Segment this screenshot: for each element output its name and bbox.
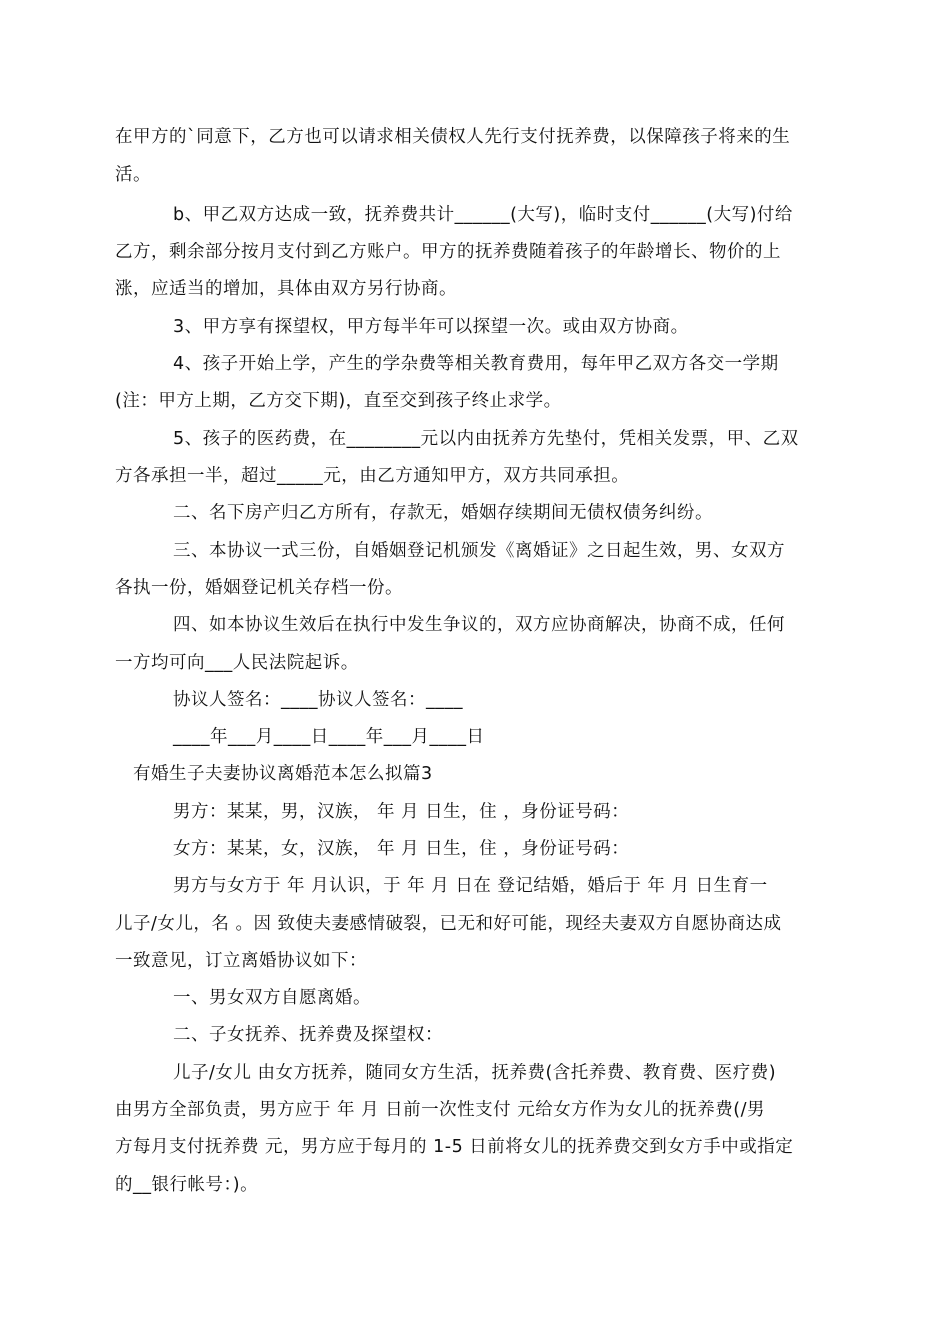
paragraph-line: 涨，应适当的增加，具体由双方另行协商。: [115, 279, 457, 299]
paragraph-line: 四、如本协议生效后在执行中发生争议的，双方应协商解决，协商不成，任何: [173, 615, 785, 635]
paragraph-line: 三、本协议一式三份，自婚姻登记机颁发《离婚证》之日起生效，男、女双方: [173, 541, 785, 561]
paragraph-line: (注：甲方上期，乙方交下期)，直至交到孩子终止求学。: [115, 391, 562, 411]
paragraph-line: 一方均可向___人民法院起诉。: [115, 653, 359, 673]
paragraph-line: 方各承担一半，超过_____元，由乙方通知甲方，双方共同承担。: [115, 466, 630, 486]
paragraph-line: 儿子/女儿 由女方抚养，随同女方生活，抚养费(含托养费、教育费、医疗费): [173, 1063, 777, 1083]
paragraph-line: 各执一份，婚姻登记机关存档一份。: [115, 578, 403, 598]
paragraph-line: 方每月支付抚养费 元，男方应于每月的 1-5 日前将女儿的抚养费交到女方手中或指定: [115, 1137, 794, 1157]
paragraph-line: 乙方，剩余部分按月支付到乙方账户。甲方的抚养费随着孩子的年龄增长、物价的上: [115, 242, 781, 262]
paragraph-line: 的__银行帐号：)。: [115, 1175, 259, 1195]
paragraph-line: 女方：某某，女，汉族， 年 月 日生，住 ，身份证号码：: [173, 839, 630, 859]
date-line: ____年___月____日____年___月____日: [173, 727, 485, 747]
paragraph-line: 男方：某某，男，汉族， 年 月 日生，住 ，身份证号码：: [173, 802, 630, 822]
paragraph-line: 一致意见，订立离婚协议如下：: [115, 951, 367, 971]
paragraph-line: 在甲方的`同意下，乙方也可以请求相关债权人先行支付抚养费，以保障孩子将来的生: [115, 127, 791, 147]
paragraph-line: 二、子女抚养、抚养费及探望权：: [173, 1025, 443, 1045]
paragraph-line: 男方与女方于 年 月认识，于 年 月 日在 登记结婚，婚后于 年 月 日生育一: [173, 876, 768, 896]
paragraph-line: 由男方全部负责，男方应于 年 月 日前一次性支付 元给女方作为女儿的抚养费(/男: [115, 1100, 765, 1120]
paragraph-line: 二、名下房产归乙方所有，存款无，婚姻存续期间无债权债务纠纷。: [173, 503, 713, 523]
paragraph-line: 儿子/女儿，名 。因 致使夫妻感情破裂，已无和好可能，现经夫妻双方自愿协商达成: [115, 914, 782, 934]
signature-line: 协议人签名：____协议人签名：____: [173, 690, 463, 710]
paragraph-line: 4、孩子开始上学，产生的学杂费等相关教育费用，每年甲乙双方各交一学期: [173, 354, 779, 374]
paragraph-line: 5、孩子的医药费，在________元以内由抚养方先垫付，凭相关发票，甲、乙双: [173, 429, 799, 449]
paragraph-line: 一、男女双方自愿离婚。: [173, 988, 371, 1008]
paragraph-line: 3、甲方享有探望权，甲方每半年可以探望一次。或由双方协商。: [173, 317, 689, 337]
paragraph-line: b、甲乙双方达成一致，抚养费共计______(大写)，临时支付______(大写)付给: [173, 205, 793, 225]
paragraph-line: 活。: [115, 165, 151, 185]
section-title: 有婚生子夫妻协议离婚范本怎么拟篇3: [133, 764, 433, 784]
